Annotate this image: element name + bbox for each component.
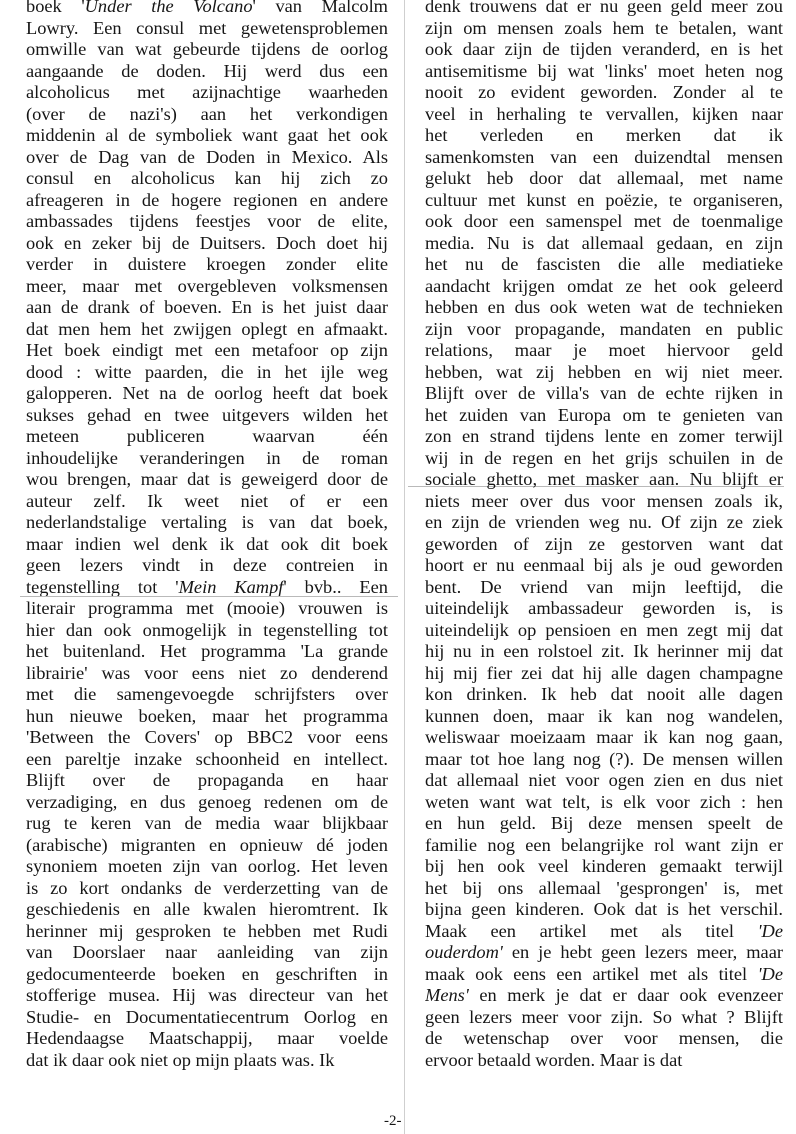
text-line: nooit zo evident geworden. Zonder al te bbox=[425, 82, 783, 102]
text-line: (over de nazi's) aan het verkondigen bbox=[26, 103, 388, 124]
text-line: librairie' was voor eens niet zo denderend bbox=[26, 662, 388, 683]
text-line: alcoholicus met azijnachtige waarheden bbox=[26, 82, 388, 102]
text-line: hij nu in een rolstoel zit. Ik herinner mij dat bbox=[425, 641, 783, 661]
text-line: van Doorslaer naar aanleiding van zijn bbox=[26, 942, 388, 962]
text-line: middenin al de symboliek want gaat het ook bbox=[26, 125, 388, 145]
text-line: het verleden en merken dat ik bbox=[425, 125, 783, 145]
text-line: en zijn de vrienden weg nu. Of zijn ze ziek bbox=[425, 512, 783, 532]
text-line: verder in duistere kroegen zonder elite bbox=[26, 254, 388, 274]
text-line: dat men hem het zwijgen oplegt en afmaakt. bbox=[26, 318, 388, 339]
text-line: ook daar zijn de tijden veranderd, en is het bbox=[425, 39, 783, 59]
text-line: zijn om mensen zoals hem te betalen, want bbox=[425, 17, 783, 38]
text-line: consul en alcoholicus kan hij zich zo bbox=[26, 168, 388, 188]
column-divider bbox=[404, 0, 405, 1134]
text-line: inhoudelijke veranderingen in de roman bbox=[26, 447, 388, 468]
text-line: niets meer over dus voor mensen zoals ik, bbox=[425, 490, 783, 511]
text-line: gelukt heb door dat allemaal, met name bbox=[425, 168, 783, 188]
right-column bbox=[425, 0, 783, 1132]
text-line: boek 'Under the Volcano' van Malcolm bbox=[26, 0, 388, 16]
text-line: Studie- en Documentatiecentrum Oorlog en bbox=[26, 1006, 388, 1027]
text-line: 'Between the Covers' op BBC2 voor eens bbox=[26, 727, 388, 747]
text-line: aangaande de doden. Hij werd dus een bbox=[26, 60, 388, 81]
text-line: het zuiden van Europa om te genieten van bbox=[425, 404, 783, 425]
text-line: uiteindelijk ambassadeur geworden is, is bbox=[425, 598, 783, 618]
text-line: afreageren in de hogere regionen en andere bbox=[26, 189, 388, 210]
text-line: wij in de regen en het grijs schuilen in de bbox=[425, 447, 783, 468]
text-line: een pareltje inzake schoonheid en intellect. bbox=[26, 748, 388, 769]
text-line: meteen publiceren waarvan één bbox=[26, 426, 388, 446]
text-line: het bij ons allemaal 'gesprongen' is, met bbox=[425, 877, 783, 898]
text-line: wou brengen, maar dat is geweigerd door de bbox=[26, 469, 388, 489]
text-line: geschiedenis en alle kwalen hieromtrent. Ik bbox=[26, 899, 388, 919]
text-line: relations, maar je moet hiervoor geld bbox=[425, 340, 783, 360]
text-line: aan de drank of boeven. En is het juist daar bbox=[26, 297, 388, 317]
text-line: hebben, wat zij hebben en wij niet meer. bbox=[425, 361, 783, 382]
text-line: Lowry. Een consul met gewetensproblemen bbox=[26, 17, 388, 38]
text-line: zon en strand tijdens lente en zomer terwijl bbox=[425, 426, 783, 446]
text-line: het buitenland. Het programma 'La grande bbox=[26, 641, 388, 661]
text-line: (arabische) migranten en opnieuw dé joden bbox=[26, 834, 388, 855]
text-line: hoort er nu eenmaal bij als je oud geworden bbox=[425, 555, 783, 575]
page-number: -2- bbox=[384, 1113, 402, 1129]
text-line: over de Dag van de Doden in Mexico. Als bbox=[26, 146, 388, 167]
text-line: kon drinken. Ik heb dat nooit alle dagen bbox=[425, 684, 783, 704]
text-line: aandacht krijgen omdat ze het ook geleerd bbox=[425, 275, 783, 296]
text-line: geworden of zijn ze gestorven want dat bbox=[425, 533, 783, 554]
text-line: veel in herhaling te vervallen, kijken naar bbox=[425, 103, 783, 124]
text-line: ambassades tijdens feestjes voor de elite, bbox=[26, 211, 388, 231]
text-line: sociale ghetto, met masker aan. Nu blijft er bbox=[425, 469, 783, 489]
text-line: stofferige musea. Hij was directeur van het bbox=[26, 985, 388, 1005]
text-line: antisemitisme bij wat 'links' moet heten nog bbox=[425, 60, 783, 81]
text-line: Blijft over de propaganda en haar bbox=[26, 770, 388, 790]
left-column bbox=[26, 0, 388, 1132]
paste-seam-left bbox=[20, 596, 398, 597]
text-line: bent. De vriend van mijn leeftijd, die bbox=[425, 576, 783, 597]
text-line: en hun geld. Bij deze mensen speelt de bbox=[425, 813, 783, 833]
text-line: Maak een artikel met als titel 'De bbox=[425, 920, 783, 941]
text-line: het nu de fascisten die alle mediatieke bbox=[425, 254, 783, 274]
text-line: geen lezers vindt in deze contreien in bbox=[26, 555, 388, 575]
text-line: maak ook eens een artikel met als titel 'De bbox=[425, 963, 783, 984]
text-line: hier dan ook onmogelijk in tegenstelling tot bbox=[26, 619, 388, 640]
text-line: zijn voor propagande, mandaten en public bbox=[425, 318, 783, 339]
text-line: Blijft over de villa's van de echte rijken in bbox=[425, 383, 783, 403]
text-line: gedocumenteerde boeken en geschriften in bbox=[26, 963, 388, 984]
text-line: ouderdom' en je hebt geen lezers meer, maar bbox=[425, 942, 783, 962]
text-line: media. Nu is dat allemaal gedaan, en zijn bbox=[425, 232, 783, 253]
text-line: met die samengevoegde schrijfsters over bbox=[26, 684, 388, 704]
text-line: synoniem moeten zijn van oorlog. Het leven bbox=[26, 856, 388, 876]
text-line: meer, maar met overgebleven volksmensen bbox=[26, 275, 388, 296]
text-line: dat ik daar ook niet op mijn plaats was. Ik bbox=[26, 1049, 335, 1070]
text-line: is zo kort ondanks de verderzetting van de bbox=[26, 877, 388, 898]
text-line: samenkomsten van een duizendtal mensen bbox=[425, 146, 783, 167]
text-line: familie nog een belangrijke rol want zijn er bbox=[425, 834, 783, 855]
text-line: rug te keren van de media waar blijkbaar bbox=[26, 813, 388, 833]
text-line: weliswaar moeizaam maar ik kan nog gaan, bbox=[425, 727, 783, 747]
text-line: hij mij fier zei dat hij alle dagen champagne bbox=[425, 662, 783, 683]
text-line: sukses gehad en twee uitgevers wilden het bbox=[26, 404, 388, 425]
text-line: ervoor betaald worden. Maar is dat bbox=[425, 1049, 683, 1070]
text-line: Mens' en merk je dat er daar ook evenzeer bbox=[425, 985, 783, 1005]
text-line: herinner mij gesproken te hebben met Rudi bbox=[26, 920, 388, 941]
text-line: maar tot hoe lang nog (?). De mensen willen bbox=[425, 748, 783, 769]
text-line: hun nieuwe boeken, maar het programma bbox=[26, 705, 388, 726]
text-line: auteur zelf. Ik weet niet of er een bbox=[26, 490, 388, 511]
text-line: denk trouwens dat er nu geen geld meer zou bbox=[425, 0, 783, 16]
text-line: tegenstelling tot 'Mein Kampf' bvb.. Een bbox=[26, 576, 388, 597]
text-line: kunnen doen, maar ik kan nog wandelen, bbox=[425, 705, 783, 726]
text-line: literair programma met (mooie) vrouwen is bbox=[26, 598, 388, 618]
text-line: dat allemaal niet voor ogen zien en dus niet bbox=[425, 770, 783, 790]
text-line: geen lezers meer voor zijn. So what ? Blijft bbox=[425, 1006, 783, 1027]
text-line: Het boek eindigt met een metafoor op zijn bbox=[26, 340, 388, 360]
text-line: ook en zeker bij de Duitsers. Doch doet hij bbox=[26, 232, 388, 253]
text-line: galopperen. Net na de oorlog heeft dat boek bbox=[26, 383, 388, 403]
text-line: cultuur met kunst en poëzie, te organiseren, bbox=[425, 189, 783, 210]
text-line: nederlandstalige vertaling is van dat boek, bbox=[26, 512, 388, 532]
text-line: maar indien wel denk ik dat ook dit boek bbox=[26, 533, 388, 554]
text-line: dood : witte paarden, die in het ijle weg bbox=[26, 361, 388, 382]
text-line: Hedendaagse Maatschappij, maar voelde bbox=[26, 1028, 388, 1048]
text-line: de wetenschap over voor mensen, die bbox=[425, 1028, 783, 1048]
text-line: verzadiging, en dus genoeg redenen om de bbox=[26, 791, 388, 812]
text-line: bij hen ook veel kinderen gemaakt terwijl bbox=[425, 856, 783, 876]
text-line: ook door een samenspel met de toenmalige bbox=[425, 211, 783, 231]
text-line: omwille van wat gebeurde tijdens de oorlog bbox=[26, 39, 388, 59]
text-line: uiteindelijk op pensioen en men zegt mij dat bbox=[425, 619, 783, 640]
text-line: weten want wat telt, is elk voor zich : hen bbox=[425, 791, 783, 812]
text-line: bijna geen kinderen. Ook dat is het verschil. bbox=[425, 899, 783, 919]
text-line: hebben en dus ook weten wat de technieken bbox=[425, 297, 783, 317]
